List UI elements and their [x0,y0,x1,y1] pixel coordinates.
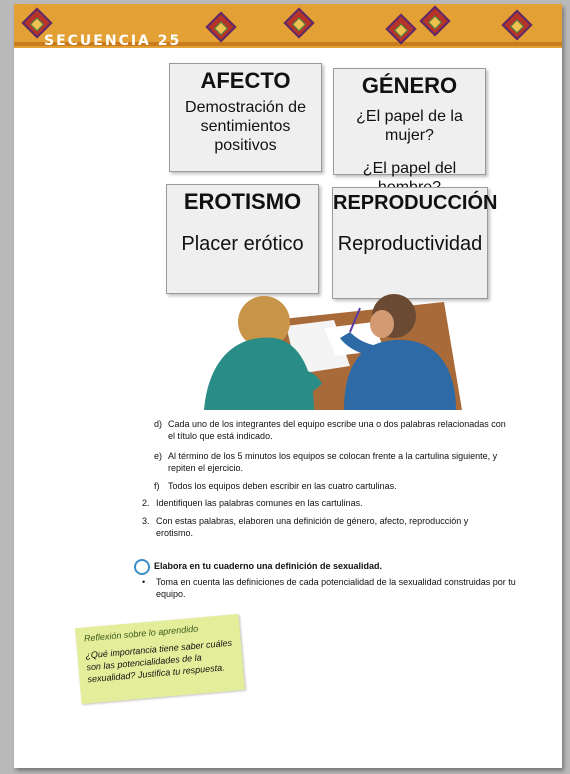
card-text [170,98,321,155]
list-marker: e) [154,451,163,461]
card-line: sentimientos [200,118,291,135]
header-banner [14,4,562,48]
card-afecto [169,63,322,172]
list-text: Con estas palabras, elaboren una definición de género, afecto, reproducción y erotismo. [156,516,469,538]
diamond-ornament [283,7,314,38]
task-bullet [142,576,522,600]
card-text: Reproductividad [337,233,483,255]
task-title [140,560,500,572]
instruction-e [154,450,514,474]
diamond-ornament [501,9,532,40]
card-genero [333,68,486,175]
card-erotismo [166,184,319,294]
task-text: Elabora en tu cuaderno una definición de sexualidad. [154,561,383,571]
diamond-ornament [419,5,450,36]
list-text: Cada uno de los integrantes del equipo escribe una o dos palabras relacionadas con el título que está indicado. [168,419,506,441]
instruction-2 [142,497,512,509]
card-line: ¿El papel del [362,160,457,177]
card-line: ¿El papel de la mujer? [356,108,463,144]
reflection-title: Reflexión sobre lo aprendido [83,623,199,644]
list-text: Toma en cuenta las definiciones de cada potencialidad de la sexualidad construidas por tu equipo. [156,577,516,599]
diamond-ornament [205,11,236,42]
list-marker: 3. [142,516,150,526]
list-text: Al término de los 5 minutos los equipos se colocan frente a la cartulina siguiente, y repiten el ejercicio. [168,451,498,473]
bullet-icon: • [142,577,146,587]
card-title: GÉNERO [361,73,458,98]
card-text: Placer erótico [181,233,304,255]
list-marker: 2. [142,498,150,508]
list-marker: f) [154,481,160,491]
diamond-ornament [385,13,416,44]
list-text: Todos los equipos deben escribir en las cuatro cartulinas. [168,481,397,491]
card-text [334,107,485,197]
instruction-3 [142,515,492,539]
instruction-d [154,418,514,442]
reflection-question: ¿Qué importancia tiene saber cuáles son las potencialidades de la sexualidad? Justifica tu respuesta. [84,637,233,685]
card-line: positivos [214,137,277,154]
page [14,4,562,768]
card-line: Demostración de [185,99,306,116]
list-marker: d) [154,419,163,429]
card-title: EROTISMO [183,189,302,214]
reflection-note [75,614,245,704]
sequence-title: SECUENCIA 25 [44,33,182,49]
card-title: REPRODUCCIÓN [333,192,498,214]
card-title: AFECTO [200,68,291,93]
instruction-f [154,480,514,492]
students-writing-illustration [194,282,464,410]
list-text: Identifiquen las palabras comunes en las cartulinas. [156,498,363,508]
